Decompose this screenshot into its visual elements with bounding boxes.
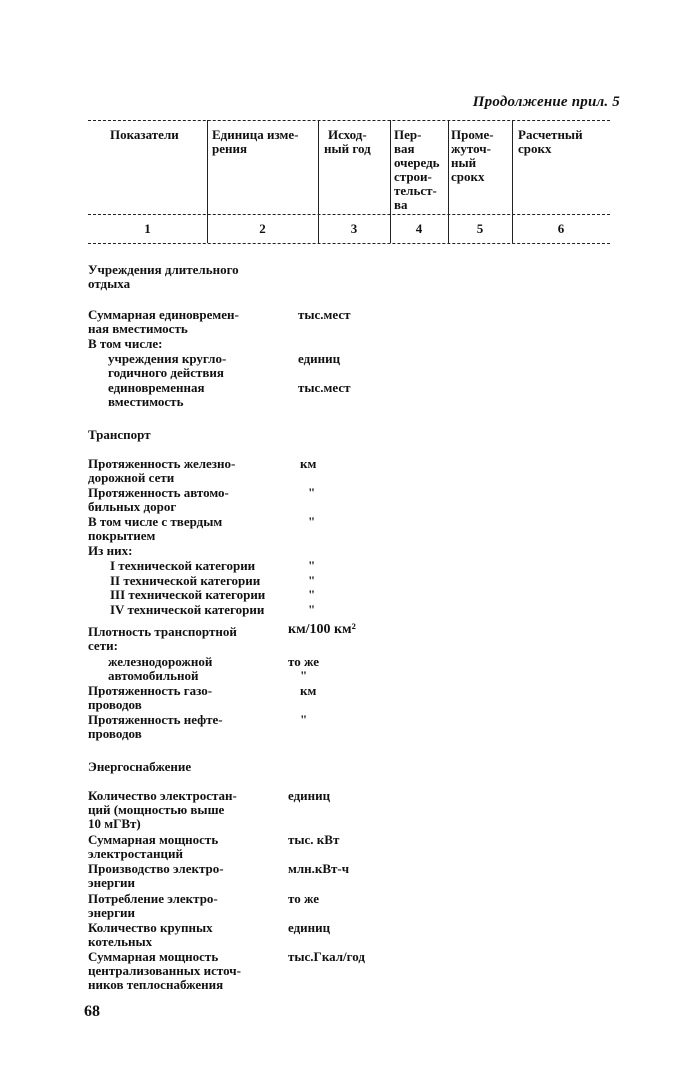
table-header-rule — [88, 214, 610, 215]
row-label: Плотность транспортной сети: — [88, 624, 237, 653]
row-unit: км/100 км² — [288, 622, 356, 637]
row-unit: " — [308, 558, 316, 573]
row-label: Производство электро- энергии — [88, 861, 224, 890]
row-unit: тыс.мест — [298, 307, 351, 322]
column-number: 1 — [144, 221, 151, 236]
row-unit: " — [308, 587, 316, 602]
row-label: железнодорожной — [108, 654, 213, 669]
table-top-rule — [88, 120, 610, 121]
row-unit: тыс. кВт — [288, 832, 340, 847]
row-unit: то же — [288, 891, 319, 906]
row-label: Суммарная мощность централизованных источ- ников теплоснабжения — [88, 949, 241, 992]
column-number: 2 — [259, 221, 266, 236]
column-header-base-year: Исход- ный год — [324, 127, 371, 156]
row-unit: км — [300, 683, 317, 698]
row-unit: " — [308, 485, 316, 500]
section-title-energy: Энергоснабжение — [88, 759, 192, 774]
row-label: Протяженность газо- проводов — [88, 683, 213, 712]
row-unit: тыс.мест — [298, 380, 351, 395]
page-number: 68 — [84, 1003, 100, 1020]
column-header-first-stage: Пер- вая очередь строи- тельст- ва — [394, 127, 440, 212]
row-unit: " — [308, 514, 316, 529]
row-label: Суммарная единовремен- ная вместимость — [88, 307, 239, 336]
row-unit: " — [308, 602, 316, 617]
row-label: Протяженность нефте- проводов — [88, 712, 223, 741]
column-header-projected: Расчетный срокх — [518, 127, 583, 156]
row-unit: " — [300, 668, 308, 683]
row-label: Из них: — [88, 543, 133, 558]
row-label: IV технической категории — [110, 602, 265, 617]
row-label: В том числе: — [88, 336, 163, 351]
row-label: II технической категории — [110, 573, 261, 588]
section-title-transport: Транспорт — [88, 427, 151, 442]
row-label: автомобильной — [108, 668, 199, 683]
row-unit: единиц — [288, 920, 331, 935]
row-label: В том числе с твердым покрытием — [88, 514, 223, 543]
row-unit: млн.кВт-ч — [288, 861, 350, 876]
row-unit: единиц — [288, 788, 331, 803]
row-unit: " — [308, 573, 316, 588]
row-label: Количество электростан- ций (мощностью выше 10 мГВт) — [88, 788, 237, 831]
table-bottom-rule — [88, 243, 610, 244]
row-unit: единиц — [298, 351, 341, 366]
row-label: Количество крупных котельных — [88, 920, 213, 949]
column-number: 4 — [415, 221, 423, 236]
row-unit: км — [300, 456, 317, 471]
row-unit: " — [300, 712, 308, 727]
column-header-unit: Единица изме- рения — [212, 127, 299, 156]
continuation-label: Продолжение прил. 5 — [472, 94, 620, 110]
row-label: Суммарная мощность электростанций — [88, 832, 219, 861]
column-header-interim: Проме- жуточ- ный срокх — [451, 127, 494, 184]
row-label: III технической категории — [110, 587, 266, 602]
row-label: I технической категории — [110, 558, 256, 573]
section-title-recreation: Учреждения длительного отдыха — [88, 262, 239, 291]
column-number: 3 — [350, 221, 358, 236]
row-unit: то же — [288, 654, 319, 669]
row-label: Потребление электро- энергии — [88, 891, 218, 920]
row-unit: тыс.Гкал/год — [288, 949, 365, 964]
row-label: учреждения кругло- годичного действия — [108, 351, 227, 380]
row-label: единовременная вместимость — [108, 380, 205, 409]
row-label: Протяженность железно- дорожной сети — [88, 456, 236, 485]
row-label: Протяженность автомо- бильных дорог — [88, 485, 229, 514]
column-header-indicators: Показатели — [110, 127, 179, 142]
column-number: 5 — [476, 221, 484, 236]
column-number: 6 — [557, 221, 565, 236]
